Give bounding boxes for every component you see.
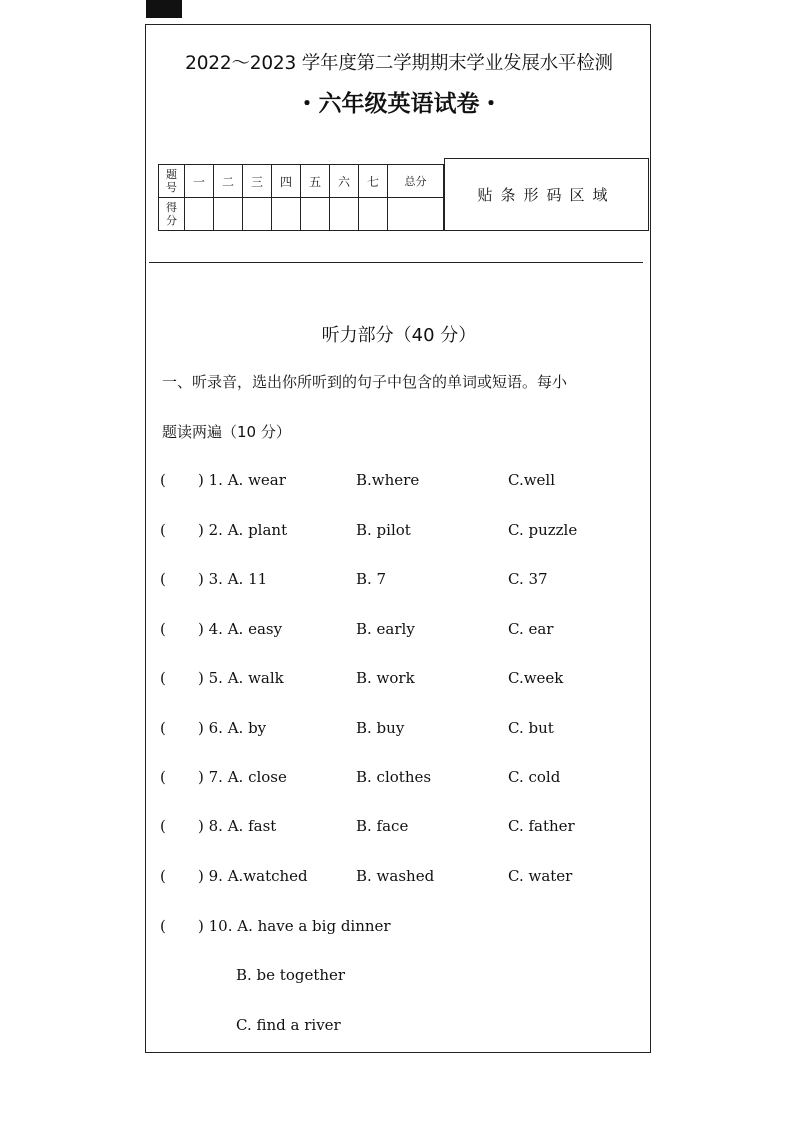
- column-3: 三: [243, 165, 272, 198]
- option-c: C. water: [508, 867, 573, 885]
- question-stem: ) 6. A. by: [198, 719, 267, 737]
- question-stem: ) 7. A. close: [198, 768, 287, 786]
- option-b: B. 7: [356, 570, 387, 588]
- question-row: [146, 669, 652, 693]
- answer-bracket[interactable]: (: [160, 669, 166, 687]
- column-5: 五: [301, 165, 330, 198]
- option-b: B. pilot: [356, 521, 411, 539]
- answer-bracket[interactable]: (: [160, 817, 166, 835]
- score-cell-5[interactable]: [301, 198, 330, 231]
- score-cell-2[interactable]: [214, 198, 243, 231]
- column-2: 二: [214, 165, 243, 198]
- option-b: B. clothes: [356, 768, 432, 786]
- question-stem: ) 3. A. 11: [198, 570, 268, 588]
- question-row: [146, 570, 652, 594]
- question-stem: ) 1. A. wear: [198, 471, 286, 489]
- question-row: [146, 817, 652, 841]
- question-row-10: [146, 917, 652, 941]
- question-stem: ) 2. A. plant: [198, 521, 288, 539]
- score-cell-total[interactable]: [388, 198, 444, 231]
- question-stem: ) 9. A.watched: [198, 867, 308, 885]
- score-cell-4[interactable]: [272, 198, 301, 231]
- option-c: C. father: [508, 817, 575, 835]
- question-stem: ) 4. A. easy: [198, 620, 283, 638]
- option-b: B. washed: [356, 867, 435, 885]
- option-c: C. but: [508, 719, 554, 737]
- column-7: 七: [359, 165, 388, 198]
- scan-corner-mark: [146, 0, 182, 18]
- question-10-option-c: C. find a river: [236, 1016, 341, 1034]
- score-cell-1[interactable]: [185, 198, 214, 231]
- option-c: C. cold: [508, 768, 561, 786]
- exam-title: 2022～2023 学年度第二学期期末学业发展水平检测: [185, 53, 613, 74]
- column-total: 总分: [388, 165, 444, 198]
- answer-bracket[interactable]: (: [160, 620, 166, 638]
- score-table-score-row: [159, 198, 444, 231]
- option-c: C. ear: [508, 620, 554, 638]
- answer-bracket[interactable]: (: [160, 570, 166, 588]
- instruction-line-1: 一、听录音，选出你所听到的句子中包含的单词或短语。每小: [162, 373, 568, 391]
- exam-sheet: [145, 24, 651, 1053]
- header-divider: [149, 262, 643, 263]
- question-stem: ) 8. A. fast: [198, 817, 277, 835]
- question-row: [146, 768, 652, 792]
- section-title: 听力部分（40 分）: [321, 325, 477, 346]
- instruction-line-2: 题读两遍（10 分）: [162, 423, 291, 441]
- answer-bracket[interactable]: (: [160, 521, 166, 539]
- exam-subtitle: ・六年级英语试卷・: [295, 90, 503, 117]
- column-4: 四: [272, 165, 301, 198]
- score-cell-7[interactable]: [359, 198, 388, 231]
- answer-bracket[interactable]: (: [160, 917, 166, 935]
- question-stem: ) 5. A. walk: [198, 669, 284, 687]
- score-table: [158, 164, 444, 231]
- question-row: [146, 867, 652, 891]
- question-row: [146, 521, 652, 545]
- question-row: [146, 719, 652, 743]
- option-c: C.week: [508, 669, 564, 687]
- answer-bracket[interactable]: (: [160, 471, 166, 489]
- question-10-option-b: B. be together: [236, 966, 346, 984]
- option-b: B. face: [356, 817, 409, 835]
- option-b: B. work: [356, 669, 415, 687]
- option-b: B. early: [356, 620, 415, 638]
- barcode-area: 贴条形码区域: [444, 158, 649, 231]
- row-label-score: 得分: [159, 198, 185, 231]
- answer-bracket[interactable]: (: [160, 867, 166, 885]
- score-table-header-row: [159, 165, 444, 198]
- answer-bracket[interactable]: (: [160, 768, 166, 786]
- column-6: 六: [330, 165, 359, 198]
- option-b: B.where: [356, 471, 420, 489]
- option-b: B. buy: [356, 719, 405, 737]
- option-c: C.well: [508, 471, 556, 489]
- column-1: 一: [185, 165, 214, 198]
- answer-bracket[interactable]: (: [160, 719, 166, 737]
- option-c: C. 37: [508, 570, 548, 588]
- option-c: C. puzzle: [508, 521, 578, 539]
- score-cell-3[interactable]: [243, 198, 272, 231]
- question-row: [146, 471, 652, 495]
- question-row: [146, 620, 652, 644]
- question-stem: ) 10. A. have a big dinner: [198, 917, 391, 935]
- score-cell-6[interactable]: [330, 198, 359, 231]
- row-label-question-number: 题号: [159, 165, 185, 198]
